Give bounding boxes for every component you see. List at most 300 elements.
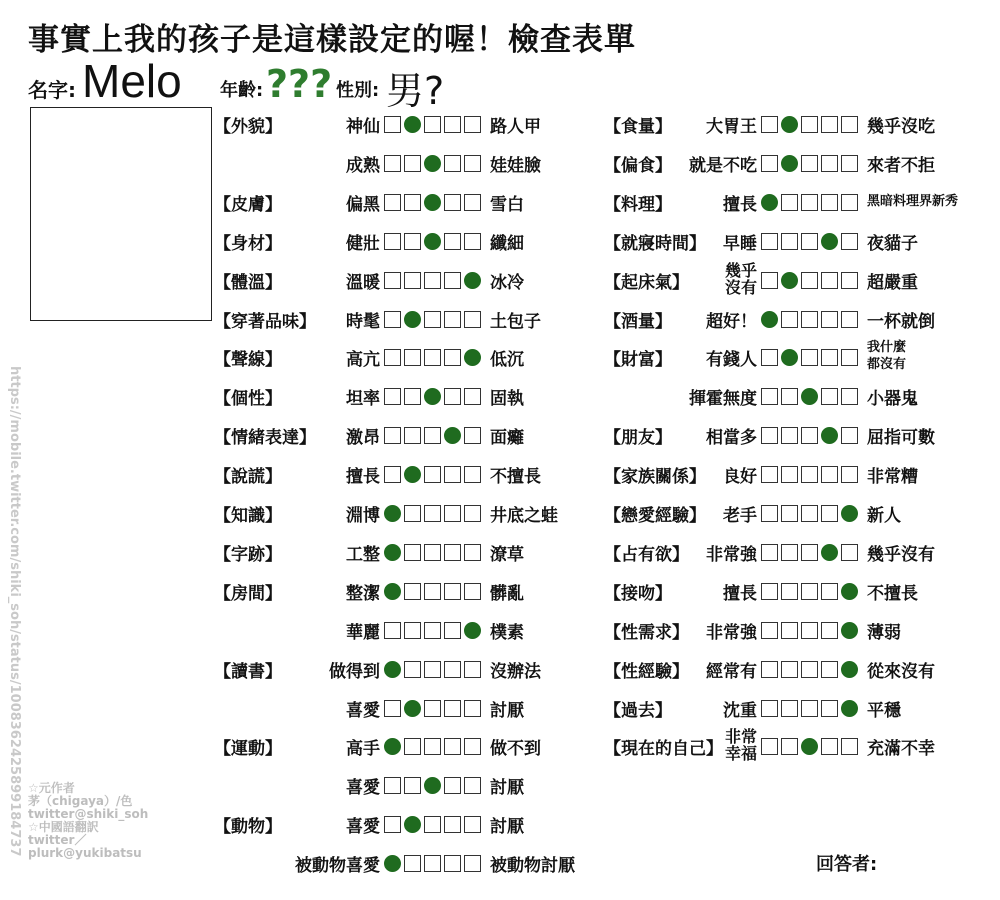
rating-box[interactable] [841, 155, 858, 172]
rating-box[interactable] [801, 544, 818, 561]
rating-box[interactable] [464, 466, 481, 483]
rating-scale [384, 622, 481, 639]
rating-box[interactable] [444, 155, 461, 172]
rating-box[interactable] [781, 194, 798, 211]
rating-box[interactable] [384, 466, 401, 483]
rating-box[interactable] [404, 855, 421, 872]
rating-dot-selected[interactable] [841, 700, 858, 717]
rating-box[interactable] [841, 544, 858, 561]
row-category: 【財富】 [604, 350, 672, 371]
checklist-row [214, 190, 599, 216]
row-category: 【性需求】 [604, 622, 689, 643]
row-category: 【體溫】 [214, 272, 282, 293]
rating-box[interactable] [464, 194, 481, 211]
row-right-trait: 夜貓子 [867, 233, 918, 254]
rating-scale [384, 738, 481, 755]
rating-dot-selected[interactable] [781, 349, 798, 366]
rating-box[interactable] [821, 272, 838, 289]
rating-box[interactable] [404, 583, 421, 600]
name-label: 名字: [28, 78, 76, 102]
rating-box[interactable] [424, 583, 441, 600]
row-category: 【朋友】 [604, 428, 672, 449]
rating-box[interactable] [404, 233, 421, 250]
rating-scale [384, 700, 481, 717]
rating-box[interactable] [404, 661, 421, 678]
rating-box[interactable] [444, 272, 461, 289]
rating-box[interactable] [424, 816, 441, 833]
rating-box[interactable] [781, 661, 798, 678]
row-right-trait: 樸素 [490, 622, 524, 643]
rating-box[interactable] [781, 544, 798, 561]
age-label: 年齡: [220, 80, 264, 101]
rating-box[interactable] [424, 466, 441, 483]
rating-box[interactable] [821, 738, 838, 755]
rating-dot-selected[interactable] [781, 155, 798, 172]
checklist-row [214, 657, 599, 683]
rating-box[interactable] [384, 427, 401, 444]
row-left-trait: 溫暖 [346, 272, 380, 293]
rating-box[interactable] [761, 155, 778, 172]
checklist-row [214, 423, 599, 449]
row-right-trait: 髒亂 [490, 583, 524, 604]
row-category: 【家族關係】 [604, 467, 706, 488]
rating-dot-selected[interactable] [464, 349, 481, 366]
row-category: 【起床氣】 [604, 272, 689, 293]
checklist-row [214, 151, 599, 177]
rating-box[interactable] [801, 311, 818, 328]
rating-box[interactable] [761, 272, 778, 289]
rating-dot-selected[interactable] [424, 155, 441, 172]
rating-box[interactable] [821, 622, 838, 639]
rating-box[interactable] [424, 544, 441, 561]
rating-box[interactable] [404, 544, 421, 561]
row-left-trait: 華麗 [346, 622, 380, 643]
row-category: 【穿著品味】 [214, 311, 316, 332]
credit-line: 茅（chigaya）/色 [28, 794, 133, 808]
rating-box[interactable] [464, 388, 481, 405]
row-right-trait: 我什麼 都沒有 [867, 340, 907, 373]
checklist-row [214, 540, 599, 566]
rating-scale [384, 855, 481, 872]
rating-dot-selected[interactable] [424, 233, 441, 250]
rating-box[interactable] [404, 622, 421, 639]
rating-box[interactable] [781, 622, 798, 639]
rating-box[interactable] [444, 505, 461, 522]
row-left-trait: 整潔 [346, 583, 380, 604]
photo-frame[interactable] [30, 107, 212, 321]
credit-line: twitter／ [28, 833, 87, 847]
rating-box[interactable] [404, 388, 421, 405]
rating-box[interactable] [781, 311, 798, 328]
row-right-trait: 娃娃臉 [490, 155, 541, 176]
row-right-trait: 討厭 [490, 700, 524, 721]
rating-box[interactable] [821, 505, 838, 522]
row-left-trait: 高亢 [346, 350, 380, 371]
rating-dot-selected[interactable] [801, 738, 818, 755]
rating-box[interactable] [384, 233, 401, 250]
sex-label: 性別: [336, 80, 380, 101]
rating-box[interactable] [384, 194, 401, 211]
rating-box[interactable] [801, 583, 818, 600]
rating-dot-selected[interactable] [841, 622, 858, 639]
rating-box[interactable] [761, 738, 778, 755]
checklist-row [604, 384, 998, 410]
sex-value[interactable]: 男? [386, 69, 445, 113]
rating-box[interactable] [384, 388, 401, 405]
rating-box[interactable] [444, 544, 461, 561]
rating-scale [761, 155, 858, 172]
row-category: 【情緒表達】 [214, 428, 316, 449]
rating-box[interactable] [444, 116, 461, 133]
rating-dot-selected[interactable] [841, 661, 858, 678]
rating-box[interactable] [424, 738, 441, 755]
rating-box[interactable] [781, 505, 798, 522]
rating-box[interactable] [444, 738, 461, 755]
checklist-row [604, 151, 998, 177]
rating-box[interactable] [841, 194, 858, 211]
rating-box[interactable] [424, 349, 441, 366]
rating-scale [761, 116, 858, 133]
rating-box[interactable] [781, 700, 798, 717]
row-right-trait: 固執 [490, 389, 524, 410]
rating-box[interactable] [424, 622, 441, 639]
rating-box[interactable] [761, 583, 778, 600]
checklist-row [604, 727, 998, 764]
rating-box[interactable] [464, 661, 481, 678]
rating-box[interactable] [781, 738, 798, 755]
row-right-trait: 非常糟 [867, 467, 918, 488]
row-right-trait: 土包子 [490, 311, 541, 332]
rating-scale [384, 816, 481, 833]
rating-dot-selected[interactable] [821, 427, 838, 444]
rating-box[interactable] [464, 505, 481, 522]
rating-box[interactable] [781, 427, 798, 444]
row-right-trait: 屈指可數 [867, 428, 935, 449]
rating-scale [384, 155, 481, 172]
rating-box[interactable] [464, 855, 481, 872]
rating-box[interactable] [404, 194, 421, 211]
row-category: 【戀愛經驗】 [604, 506, 706, 526]
rating-box[interactable] [801, 349, 818, 366]
age-value[interactable]: ??? [266, 62, 333, 106]
rating-box[interactable] [424, 272, 441, 289]
row-category: 【聲線】 [214, 350, 282, 371]
rating-box[interactable] [424, 855, 441, 872]
rating-box[interactable] [761, 349, 778, 366]
rating-box[interactable] [384, 777, 401, 794]
rating-dot-selected[interactable] [404, 816, 421, 833]
rating-box[interactable] [464, 544, 481, 561]
rating-scale [761, 505, 858, 522]
rating-box[interactable] [801, 622, 818, 639]
rating-dot-selected[interactable] [384, 855, 401, 872]
rating-dot-selected[interactable] [761, 194, 778, 211]
rating-box[interactable] [444, 311, 461, 328]
rating-dot-selected[interactable] [384, 661, 401, 678]
rating-box[interactable] [404, 272, 421, 289]
row-left-trait: 揮霍無度 [689, 389, 757, 410]
rating-box[interactable] [801, 427, 818, 444]
rating-box[interactable] [781, 583, 798, 600]
rating-box[interactable] [424, 505, 441, 522]
rating-scale [384, 583, 481, 600]
rating-dot-selected[interactable] [821, 544, 838, 561]
checklist-row [604, 229, 998, 255]
checklist-row [214, 229, 599, 255]
rating-box[interactable] [444, 855, 461, 872]
row-category: 【動物】 [214, 817, 282, 838]
rating-box[interactable] [821, 466, 838, 483]
rating-box[interactable] [384, 700, 401, 717]
rating-box[interactable] [801, 661, 818, 678]
rating-box[interactable] [444, 466, 461, 483]
rating-dot-selected[interactable] [801, 388, 818, 405]
rating-box[interactable] [821, 194, 838, 211]
rating-box[interactable] [801, 155, 818, 172]
rating-dot-selected[interactable] [781, 116, 798, 133]
rating-dot-selected[interactable] [424, 777, 441, 794]
rating-box[interactable] [801, 466, 818, 483]
rating-box[interactable] [424, 427, 441, 444]
checklist-row [214, 112, 599, 138]
credits-block [28, 782, 148, 860]
rating-box[interactable] [444, 388, 461, 405]
rating-box[interactable] [801, 233, 818, 250]
rating-box[interactable] [424, 311, 441, 328]
checklist-row [604, 112, 998, 138]
rating-dot-selected[interactable] [761, 311, 778, 328]
rating-box[interactable] [841, 272, 858, 289]
row-right-trait: 井底之蛙 [490, 506, 558, 526]
rating-dot-selected[interactable] [404, 466, 421, 483]
row-right-trait: 討厭 [490, 778, 524, 799]
rating-box[interactable] [444, 700, 461, 717]
rating-box[interactable] [384, 155, 401, 172]
rating-box[interactable] [781, 466, 798, 483]
row-category: 【運動】 [214, 739, 282, 760]
rating-dot-selected[interactable] [384, 505, 401, 522]
rating-box[interactable] [464, 777, 481, 794]
rating-box[interactable] [444, 349, 461, 366]
rating-box[interactable] [384, 349, 401, 366]
row-right-trait: 不擅長 [490, 467, 541, 488]
rating-scale [761, 272, 858, 289]
rating-box[interactable] [821, 311, 838, 328]
rating-box[interactable] [841, 349, 858, 366]
rating-scale [761, 466, 858, 483]
rating-box[interactable] [841, 738, 858, 755]
rating-box[interactable] [444, 583, 461, 600]
rating-box[interactable] [424, 116, 441, 133]
name-value[interactable]: Melo [82, 55, 182, 107]
rating-box[interactable] [761, 700, 778, 717]
rating-box[interactable] [761, 116, 778, 133]
row-right-trait: 低沉 [490, 350, 524, 371]
rating-box[interactable] [384, 272, 401, 289]
rating-box[interactable] [424, 700, 441, 717]
checklist-row [214, 501, 599, 527]
rating-box[interactable] [464, 116, 481, 133]
rating-scale [761, 700, 858, 717]
row-left-trait: 良好 [723, 467, 757, 488]
rating-box[interactable] [384, 116, 401, 133]
rating-box[interactable] [404, 777, 421, 794]
row-category: 【占有欲】 [604, 544, 689, 565]
rating-scale [384, 427, 481, 444]
rating-dot-selected[interactable] [384, 583, 401, 600]
checklist-row [214, 734, 599, 760]
row-right-trait: 面癱 [490, 428, 524, 449]
rating-box[interactable] [801, 505, 818, 522]
row-right-trait: 平穩 [867, 700, 901, 721]
rating-box[interactable] [404, 427, 421, 444]
row-right-trait: 沒辦法 [490, 661, 541, 682]
rating-dot-selected[interactable] [404, 700, 421, 717]
rating-box[interactable] [761, 466, 778, 483]
rating-box[interactable] [444, 233, 461, 250]
watermark-text: https://mobile.twitter.com/shiki_soh/status/1008362425899184737 [7, 366, 22, 857]
row-category: 【外貌】 [214, 117, 282, 137]
rating-box[interactable] [464, 155, 481, 172]
rating-box[interactable] [444, 194, 461, 211]
rating-box[interactable] [464, 233, 481, 250]
rating-box[interactable] [821, 116, 838, 133]
rating-box[interactable] [404, 738, 421, 755]
rating-box[interactable] [761, 622, 778, 639]
rating-dot-selected[interactable] [424, 194, 441, 211]
rating-scale [384, 349, 481, 366]
row-right-trait: 從來沒有 [867, 661, 935, 682]
rating-box[interactable] [761, 505, 778, 522]
rating-box[interactable] [761, 427, 778, 444]
rating-dot-selected[interactable] [841, 505, 858, 522]
rating-dot-selected[interactable] [384, 544, 401, 561]
rating-scale [384, 388, 481, 405]
rating-box[interactable] [841, 311, 858, 328]
rating-box[interactable] [464, 700, 481, 717]
rating-box[interactable] [801, 194, 818, 211]
row-left-trait: 沈重 [723, 700, 757, 721]
rating-dot-selected[interactable] [404, 311, 421, 328]
rating-box[interactable] [821, 388, 838, 405]
rating-box[interactable] [384, 816, 401, 833]
rating-box[interactable] [444, 661, 461, 678]
rating-box[interactable] [404, 155, 421, 172]
rating-box[interactable] [444, 777, 461, 794]
checklist-row [214, 812, 599, 838]
checklist-row [604, 190, 998, 216]
rating-box[interactable] [841, 233, 858, 250]
rating-scale [761, 194, 858, 211]
rating-box[interactable] [761, 233, 778, 250]
rating-box[interactable] [464, 311, 481, 328]
checklist-row [214, 696, 599, 722]
row-right-trait: 黑暗料理界新秀 [867, 193, 959, 209]
rating-box[interactable] [761, 661, 778, 678]
rating-box[interactable] [761, 388, 778, 405]
rating-box[interactable] [801, 700, 818, 717]
row-right-trait: 新人 [867, 506, 901, 526]
rating-box[interactable] [444, 816, 461, 833]
rating-box[interactable] [821, 583, 838, 600]
rating-box[interactable] [384, 622, 401, 639]
rating-dot-selected[interactable] [781, 272, 798, 289]
rating-box[interactable] [444, 622, 461, 639]
row-category: 【房間】 [214, 583, 282, 604]
rating-box[interactable] [841, 388, 858, 405]
rating-dot-selected[interactable] [464, 622, 481, 639]
checklist-row [604, 462, 998, 488]
rating-scale [761, 583, 858, 600]
row-left-trait: 擅長 [723, 583, 757, 604]
row-category: 【字跡】 [214, 544, 282, 565]
row-right-trait: 路人甲 [490, 117, 541, 137]
checklist-row [604, 307, 998, 333]
rating-box[interactable] [781, 388, 798, 405]
rating-box[interactable] [821, 700, 838, 717]
rating-scale [384, 777, 481, 794]
rating-box[interactable] [424, 661, 441, 678]
rating-box[interactable] [821, 155, 838, 172]
row-right-trait: 幾乎沒吃 [867, 117, 935, 137]
rating-scale [761, 622, 858, 639]
row-left-trait: 坦率 [346, 389, 380, 410]
checklist-row [604, 618, 998, 644]
row-left-trait: 擅長 [723, 194, 757, 215]
row-category: 【偏食】 [604, 155, 672, 176]
rating-box[interactable] [821, 661, 838, 678]
rating-box[interactable] [464, 738, 481, 755]
checklist-row [604, 579, 998, 605]
checklist-row [604, 423, 998, 449]
row-left-trait: 高手 [346, 739, 380, 760]
rating-dot-selected[interactable] [464, 272, 481, 289]
rating-box[interactable] [841, 466, 858, 483]
row-left-trait: 老手 [723, 506, 757, 526]
rating-box[interactable] [801, 272, 818, 289]
rating-dot-selected[interactable] [404, 116, 421, 133]
row-right-trait: 薄弱 [867, 622, 901, 643]
rating-scale [761, 661, 858, 678]
rating-box[interactable] [781, 233, 798, 250]
rating-box[interactable] [841, 116, 858, 133]
rating-dot-selected[interactable] [821, 233, 838, 250]
rating-box[interactable] [761, 544, 778, 561]
credit-line: ☆元作者 [28, 781, 75, 795]
row-right-trait: 來者不拒 [867, 155, 935, 176]
rating-box[interactable] [384, 311, 401, 328]
rating-box[interactable] [464, 816, 481, 833]
rating-box[interactable] [801, 116, 818, 133]
rating-dot-selected[interactable] [384, 738, 401, 755]
rating-dot-selected[interactable] [444, 427, 461, 444]
rating-box[interactable] [404, 349, 421, 366]
rating-dot-selected[interactable] [424, 388, 441, 405]
checklist-row [214, 384, 599, 410]
rating-box[interactable] [464, 427, 481, 444]
rating-scale [384, 466, 481, 483]
row-right-trait: 做不到 [490, 739, 541, 760]
row-right-trait: 充滿不幸 [867, 739, 935, 760]
rating-scale [384, 272, 481, 289]
rating-box[interactable] [404, 505, 421, 522]
row-right-trait: 被動物討厭 [490, 856, 575, 877]
rating-box[interactable] [821, 349, 838, 366]
rating-scale [761, 427, 858, 444]
rating-box[interactable] [841, 427, 858, 444]
rating-dot-selected[interactable] [841, 583, 858, 600]
rating-box[interactable] [464, 583, 481, 600]
